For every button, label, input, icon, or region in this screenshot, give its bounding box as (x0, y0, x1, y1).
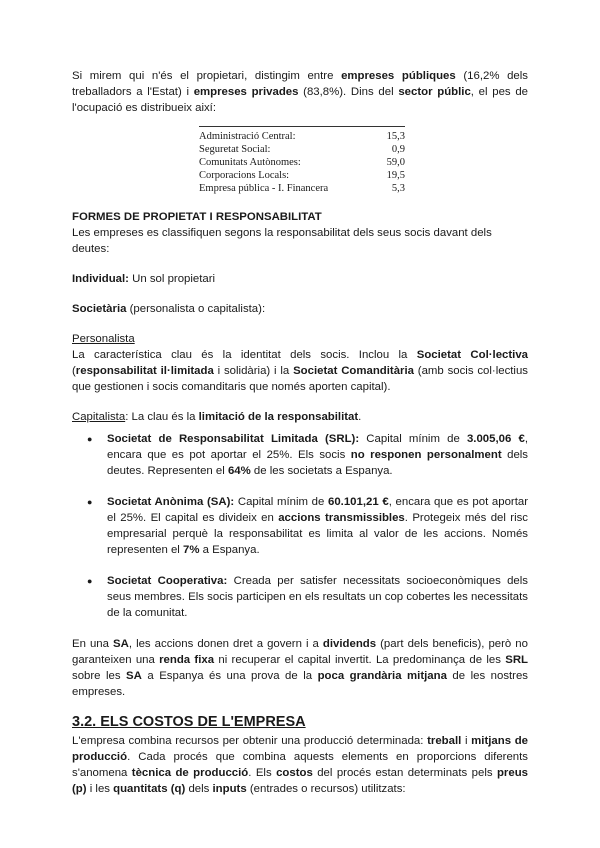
text: de les nostres empreses. (72, 670, 529, 698)
list-item-coop (107, 573, 528, 621)
bold-text: Societària (72, 303, 127, 315)
text: Si mirem qui n'és el propietari, distingim entre (72, 70, 342, 82)
bold-text: Societat de Responsabilitat Limitada (SRL): (107, 433, 360, 445)
text: de les societats a Espanya. (250, 465, 393, 477)
text: Creada per satisfer necessitats socioeconòmiques dels seus membres. Els socis participen en els resultats un cop cobertes les necessitats de la comunitat. (107, 575, 528, 619)
section-heading-formes (72, 209, 528, 225)
bold-text: no responen personalment (350, 449, 502, 461)
text: dels (185, 783, 213, 795)
text: (personalista o capitalista): (126, 303, 266, 315)
capitalista-line (72, 409, 528, 425)
bold-text: 3.005,06 € (466, 433, 525, 445)
text: L'empresa combina recursos per obtenir una producció determinada: (72, 735, 428, 747)
text: ( (72, 365, 76, 377)
text: del procés estan determinats pels (312, 767, 497, 779)
row-label: Seguretat Social: (199, 144, 271, 155)
row-value: 15,3 (386, 131, 405, 142)
row-value: 0,9 (391, 144, 405, 155)
list-item-srl (107, 431, 528, 479)
bold-text: preus (p) (72, 767, 528, 795)
text: a Espanya. (199, 544, 260, 556)
bold-text: sector públic (398, 86, 471, 98)
text: i (461, 735, 472, 747)
text: , encara que es pot aportar el 25%. El capital es divideix en (107, 496, 528, 524)
text: Un sol propietari (128, 273, 216, 285)
bold-text: costos (276, 767, 313, 779)
bold-text: treball (427, 735, 462, 747)
row-label: Empresa pública - I. Financera (199, 183, 329, 194)
text: . Cada procés que combina aquests elements en proporcions diferents s'anomena (72, 751, 528, 779)
individual-line (72, 271, 528, 287)
bold-text: accions transmissibles (278, 512, 405, 524)
bold-text: mitjans de producció (72, 735, 528, 763)
closing-paragraph (72, 636, 528, 700)
bold-text: 7% (183, 544, 200, 556)
text: Capital mínim de (234, 496, 328, 508)
bold-text: empreses públiques (341, 70, 456, 82)
bold-text: limitació de la responsabilitat (198, 411, 359, 423)
text: (part dels beneficis), però no garanteixen una (72, 638, 528, 666)
bold-text: SRL (505, 654, 529, 666)
bold-text: tècnica de producció (131, 767, 249, 779)
text: i les (86, 783, 114, 795)
intro-paragraph (72, 68, 528, 116)
formes-intro: Les empreses es classifiquen segons la responsabilitat dels seus socis davant dels deutes: (72, 227, 492, 255)
capitalista-title: Capitalista (72, 411, 126, 423)
text: En una (72, 638, 114, 650)
text: . Els (248, 767, 277, 779)
text: La característica clau és la identitat dels socis. Inclou la (72, 349, 417, 361)
row-label: Administració Central: (199, 131, 296, 142)
row-value: 59,0 (386, 157, 405, 168)
bold-text: SA (113, 638, 129, 650)
text: . (358, 411, 362, 423)
text: sobre les (72, 670, 127, 682)
bold-text: poca grandària mitjana (317, 670, 447, 682)
text: : La clau és la (125, 411, 199, 423)
table-row (199, 143, 405, 156)
bold-text: inputs (212, 783, 247, 795)
bold-text: Societat Col·lectiva (416, 349, 528, 361)
costos-paragraph (72, 733, 528, 797)
text: . Protegeix més del risc empresarial perquè la responsabilitat es limita al valor de les accions. Només representen el (107, 512, 528, 556)
bold-text: 60.101,21 € (328, 496, 389, 508)
text: Capital mínim de (359, 433, 467, 445)
bold-text: quantitats (q) (113, 783, 186, 795)
personalista-paragraph (72, 347, 528, 395)
text: a Espanya és una prova de la (141, 670, 318, 682)
list-item-sa (107, 494, 528, 558)
text: (entrades o recursos) utilitzats: (246, 783, 406, 795)
bold-text: dividends (322, 638, 377, 650)
text: , encara que es pot aportar el 25%. Els socis (107, 433, 528, 461)
bold-text: Societat Anònima (SA): (107, 496, 235, 508)
text: ni recuperar el capital invertit. La predominança de les (214, 654, 506, 666)
text: (amb socis col·lectius que gestionen i socis comanditaris que només aporten capital). (72, 365, 528, 393)
heading-text: FORMES DE PROPIETAT I RESPONSABILITAT (72, 211, 322, 223)
spacer (72, 257, 528, 271)
document-page (72, 68, 528, 797)
table-row (199, 156, 405, 169)
bold-text: Individual: (72, 273, 129, 285)
bold-text: renda fixa (159, 654, 215, 666)
public-sector-table (199, 126, 405, 195)
bold-text: Societat Cooperativa: (107, 575, 228, 587)
bold-text: responsabilitat il·limitada (75, 365, 214, 377)
section-heading-costos: 3.2. ELS COSTOS DE L'EMPRESA (72, 714, 306, 730)
table-row (199, 130, 405, 143)
text: (83,8%). Dins del (298, 86, 399, 98)
spacer (72, 317, 528, 331)
row-label: Comunitats Autònomes: (199, 157, 301, 168)
text: dels deutes. Representen el (107, 449, 529, 477)
personalista-title: Personalista (72, 333, 135, 345)
bold-text: SA (126, 670, 142, 682)
row-value: 19,5 (386, 170, 405, 181)
row-value: 5,3 (391, 183, 405, 194)
text: , les accions donen dret a govern i a (128, 638, 323, 650)
text: , el pes de l'ocupació es distribueix així: (72, 86, 528, 114)
table-row (199, 182, 405, 195)
table-row (199, 169, 405, 182)
bold-text: empreses privades (193, 86, 299, 98)
spacer (72, 395, 528, 409)
bold-text: Societat Comanditària (293, 365, 414, 377)
spacer (72, 287, 528, 301)
text: i solidària) i la (213, 365, 294, 377)
societaria-line (72, 301, 528, 317)
text: (16,2% dels treballadors a l'Estat) i (72, 70, 528, 98)
company-types-list (72, 431, 528, 621)
row-label: Corporacions Locals: (199, 170, 290, 181)
bold-text: 64% (227, 465, 251, 477)
